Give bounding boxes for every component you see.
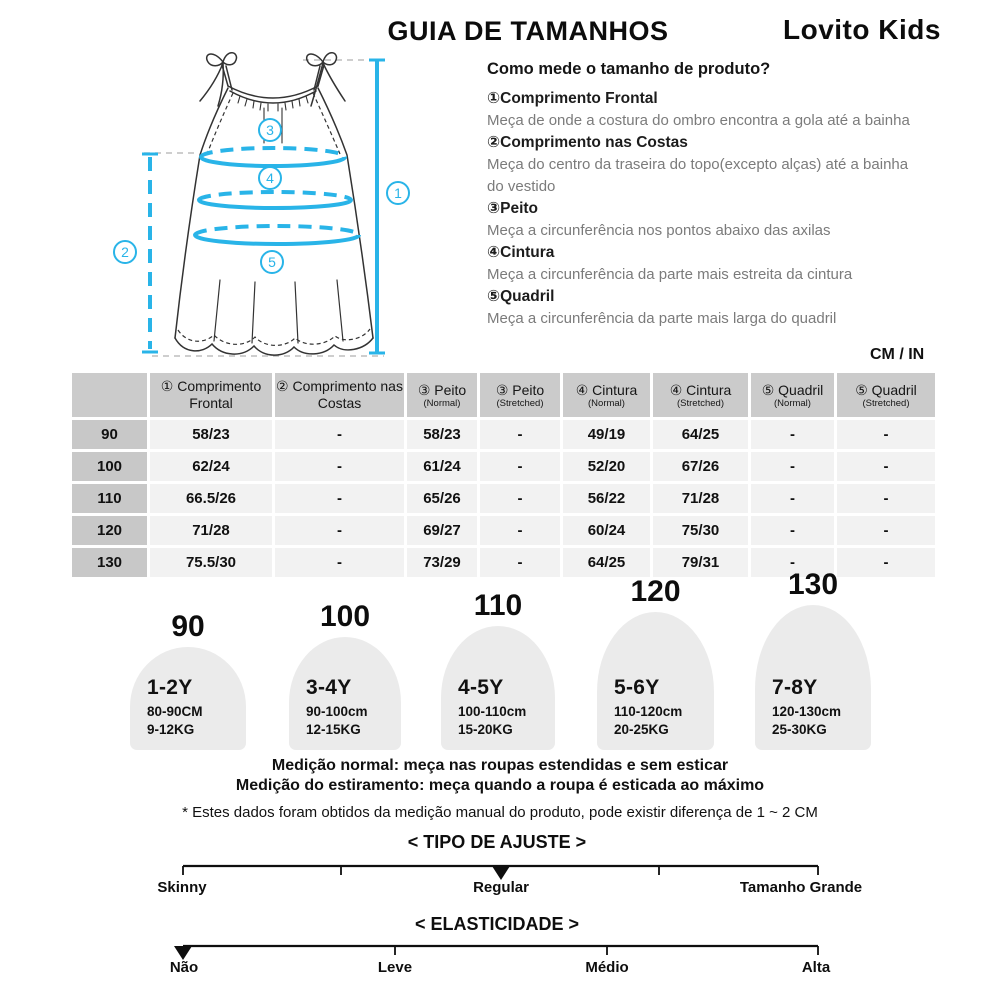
instruction-desc: Meça a circunferência nos pontos abaixo das axilas	[487, 222, 831, 239]
table-cell: -	[837, 484, 935, 513]
page-title: GUIA DE TAMANHOS	[387, 16, 669, 46]
table-row	[72, 452, 935, 481]
table-cell: -	[275, 548, 404, 577]
height-range: 100-110cm	[458, 704, 527, 720]
table-cell: -	[275, 452, 404, 481]
table-cell: -	[751, 452, 834, 481]
dress-diagram	[92, 48, 422, 378]
fit-label-large: Tamanho Grande	[739, 879, 863, 896]
table-cell: 65/26	[407, 484, 477, 513]
table-cell: -	[480, 420, 560, 449]
table-cell: 58/23	[407, 420, 477, 449]
size-card-number: 130	[787, 568, 839, 601]
elasticity-marker-triangle	[174, 946, 192, 960]
table-cell: -	[837, 548, 935, 577]
elasticity-label-light: Leve	[377, 959, 413, 976]
elasticity-label-medium: Médio	[585, 959, 629, 976]
elasticity-label-none: Não	[169, 959, 199, 976]
fit-marker-triangle	[492, 866, 510, 880]
size-card	[130, 647, 246, 750]
age-range: 5-6Y	[614, 676, 660, 700]
table-cell: 61/24	[407, 452, 477, 481]
fit-axis-title: < TIPO DE AJUSTE >	[407, 832, 587, 852]
column-header: ④ Cintura (Stretched)	[653, 373, 748, 417]
weight-range: 15-20KG	[458, 722, 513, 738]
weight-range: 9-12KG	[147, 722, 195, 738]
table-cell: 62/24	[150, 452, 272, 481]
hip-ellipse	[195, 226, 359, 235]
instruction-desc: Meça do centro da traseira do topo(excepto alças) até a bainha do vestido	[487, 156, 909, 195]
size-label-cell: 130	[72, 548, 147, 577]
table-cell: 64/25	[563, 548, 650, 577]
table-cell: 56/22	[563, 484, 650, 513]
table-cell: 52/20	[563, 452, 650, 481]
column-header: ④ Cintura (Normal)	[563, 373, 650, 417]
table-cell: 75.5/30	[150, 548, 272, 577]
table-cell: 79/31	[653, 548, 748, 577]
table-cell: -	[837, 516, 935, 545]
callout-5: 5	[268, 254, 276, 270]
table-cell: -	[275, 516, 404, 545]
weight-range: 12-15KG	[306, 722, 361, 738]
height-range: 110-120cm	[614, 704, 683, 720]
instruction-label: ⑤Quadril	[487, 288, 555, 305]
size-label-cell: 120	[72, 516, 147, 545]
elasticity-axis	[0, 904, 1000, 978]
table-cell: 69/27	[407, 516, 477, 545]
instruction-label: ③Peito	[487, 200, 539, 217]
column-header: ③ Peito (Stretched)	[480, 373, 560, 417]
callout-1: 1	[394, 185, 402, 201]
fit-label-regular: Regular	[473, 879, 529, 896]
table-cell: 49/19	[563, 420, 650, 449]
table-cell: -	[837, 452, 935, 481]
instruction-desc: Meça a circunferência da parte mais estreita da cintura	[487, 266, 853, 283]
table-cell: 58/23	[150, 420, 272, 449]
instruction-label: ②Comprimento nas Costas	[487, 134, 688, 151]
table-cell: -	[751, 484, 834, 513]
table-cell: -	[480, 516, 560, 545]
age-range: 7-8Y	[772, 676, 818, 700]
size-label-cell: 110	[72, 484, 147, 513]
table-cell: -	[480, 484, 560, 513]
instruction-desc: Meça de onde a costura do ombro encontra a gola até a bainha	[487, 112, 910, 129]
fit-label-skinny: Skinny	[157, 879, 207, 896]
elasticity-label-high: Alta	[801, 959, 831, 976]
fit-type-axis	[0, 824, 1000, 898]
size-label-cell: 90	[72, 420, 147, 449]
table-row	[72, 420, 935, 449]
note-disclaimer: * Estes dados foram obtidos da medição manual do produto, pode existir diferença de 1 ~ 2 CM	[182, 804, 818, 821]
age-range: 3-4Y	[306, 676, 352, 700]
table-cell: 71/28	[150, 516, 272, 545]
size-table	[69, 370, 938, 580]
table-corner-cell	[72, 373, 147, 417]
callout-2: 2	[121, 244, 129, 260]
size-card	[289, 637, 401, 750]
size-card	[441, 626, 555, 750]
column-header: ① Comprimento Frontal	[150, 373, 272, 417]
chest-ellipse	[201, 148, 345, 157]
note-normal-measure: Medição normal: meça nas roupas estendidas e sem esticar	[271, 757, 729, 774]
table-cell: -	[275, 484, 404, 513]
table-header-row	[72, 373, 935, 417]
size-card	[755, 605, 871, 750]
column-header: ② Comprimento nas Costas	[275, 373, 404, 417]
size-card-number: 100	[319, 600, 371, 633]
size-card-number: 120	[630, 575, 681, 608]
table-cell: -	[751, 548, 834, 577]
callout-4: 4	[266, 170, 274, 186]
size-label-cell: 100	[72, 452, 147, 481]
height-range: 90-100cm	[306, 704, 368, 720]
weight-range: 20-25KG	[614, 722, 669, 738]
size-card-number: 90	[171, 610, 205, 643]
height-range: 80-90CM	[147, 704, 203, 720]
brand-logo: Lovito Kids	[783, 14, 941, 45]
table-cell: -	[837, 420, 935, 449]
table-cell: 67/26	[653, 452, 748, 481]
instruction-desc: Meça a circunferência da parte mais larga do quadril	[487, 310, 837, 327]
size-card	[597, 612, 714, 750]
diagram-callouts	[114, 119, 409, 273]
waist-ellipse	[199, 192, 351, 200]
elasticity-axis-title: < ELASTICIDADE >	[414, 914, 580, 934]
note-stretch-measure: Medição do estiramento: meça quando a roupa é esticada ao máximo	[235, 777, 765, 794]
height-range: 120-130cm	[772, 704, 842, 720]
instructions-heading: Como mede o tamanho de produto?	[487, 60, 771, 78]
table-row	[72, 516, 935, 545]
table-cell: 71/28	[653, 484, 748, 513]
table-cell: 75/30	[653, 516, 748, 545]
column-header: ⑤ Quadril (Normal)	[751, 373, 834, 417]
column-header: ③ Peito (Normal)	[407, 373, 477, 417]
age-range: 4-5Y	[458, 676, 504, 700]
column-header: ⑤ Quadril (Stretched)	[837, 373, 935, 417]
table-cell: -	[480, 548, 560, 577]
size-card-number: 110	[473, 589, 523, 622]
table-cell: -	[480, 452, 560, 481]
table-cell: 64/25	[653, 420, 748, 449]
table-cell: 60/24	[563, 516, 650, 545]
units-label: CM / IN	[870, 346, 925, 363]
table-row	[72, 484, 935, 513]
elasticity-axis-ticks	[183, 946, 818, 955]
measure-instructions	[487, 60, 911, 330]
callout-3: 3	[266, 122, 274, 138]
table-cell: 73/29	[407, 548, 477, 577]
instruction-label: ①Comprimento Frontal	[487, 90, 658, 107]
weight-range: 25-30KG	[772, 722, 827, 738]
age-range: 1-2Y	[147, 676, 193, 700]
instruction-label: ④Cintura	[487, 244, 555, 261]
table-cell: 66.5/26	[150, 484, 272, 513]
table-cell: -	[751, 516, 834, 545]
table-cell: -	[275, 420, 404, 449]
table-cell: -	[751, 420, 834, 449]
